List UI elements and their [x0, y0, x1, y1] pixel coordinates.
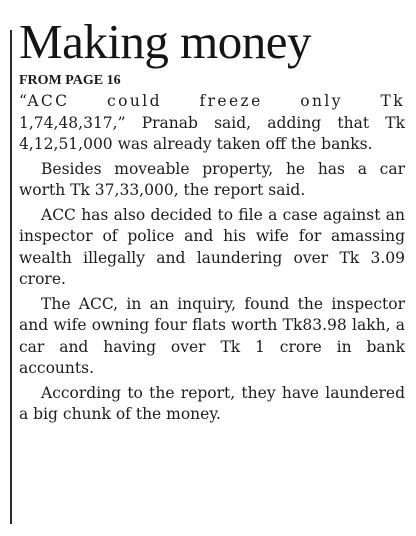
news-article	[19, 14, 405, 426]
paragraph-2: Besides moveable property, he has a car worth Tk 37,33,000, the report said.	[19, 159, 405, 199]
paragraph-3: ACC has also decided to file a case against an inspector of police and his wife for amassing wealth illegally and laundering over Tk 3.09 crore.	[19, 205, 405, 288]
column-rule	[10, 30, 12, 524]
paragraph-1	[19, 91, 405, 156]
article-body	[19, 91, 405, 426]
headline: Making money	[19, 14, 312, 69]
paragraph-1-opening-line: “ACC could freeze only Tk	[19, 92, 405, 110]
dateline: FROM PAGE 16	[19, 73, 121, 88]
paragraph-1-rest: 1,74,48,317,” Pranab said, adding that Tk 4,12,51,000 was already taken off the banks.	[19, 113, 405, 153]
paragraph-5: According to the report, they have laundered a big chunk of the money.	[19, 383, 405, 423]
paragraph-4: The ACC, in an inquiry, found the inspector and wife owning four flats worth Tk83.98 lakh, a car and having over Tk 1 crore in bank accounts.	[19, 294, 405, 377]
